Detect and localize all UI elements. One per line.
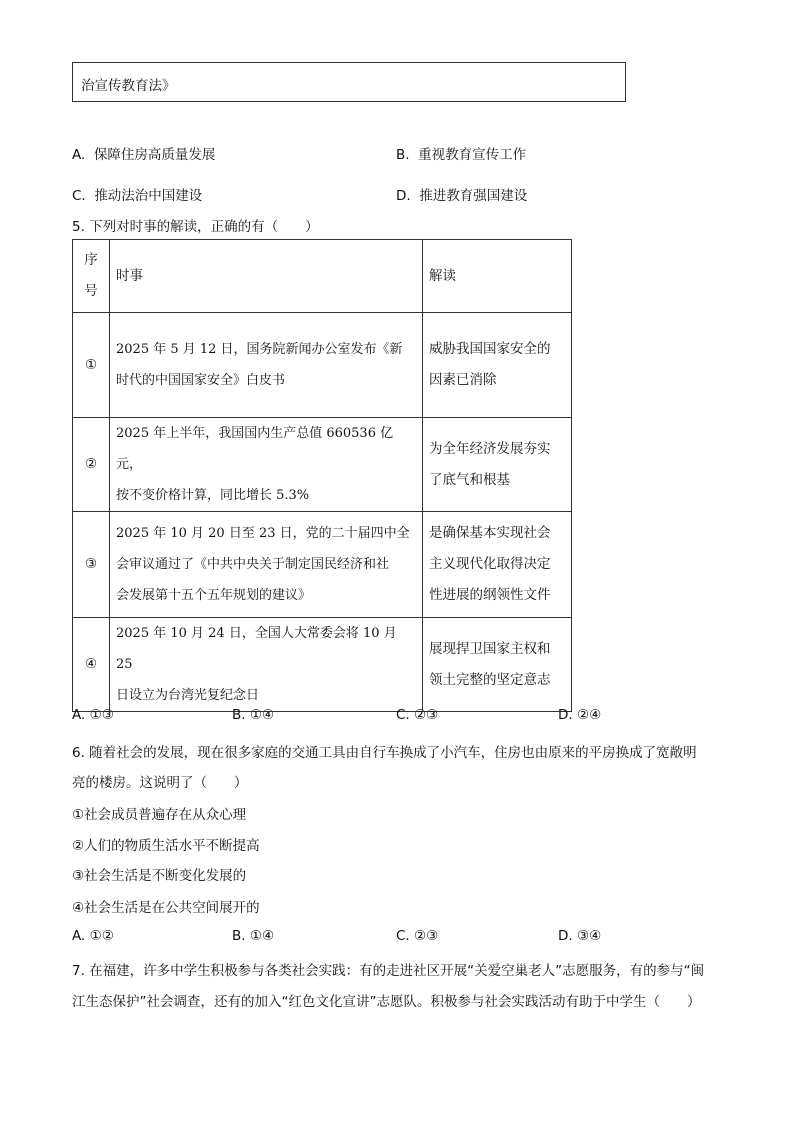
- q4-option-b[interactable]: B. 重视教育宣传工作: [396, 147, 527, 163]
- q6-stem-line2: 亮的楼房。这说明了（ ）: [72, 775, 248, 791]
- header-seq: 序 号: [73, 240, 110, 313]
- q6-statement-3: ③社会生活是不断变化发展的: [72, 868, 247, 884]
- q5-option-d[interactable]: D. ②④: [558, 707, 602, 723]
- row-num: ①: [73, 313, 110, 418]
- row-interp: 是确保基本实现社会 主义现代化取得决定 性进展的纲领性文件: [423, 512, 572, 618]
- row-event: 2025 年 10 月 24 日，全国人大常委会将 10 月 25 日设立为台湾光复纪念日: [110, 618, 423, 712]
- table-row: [73, 618, 572, 712]
- q6-stem-line1: 6. 随着社会的发展，现在很多家庭的交通工具由自行车换成了小汽车，住房也由原来的平房换成了宽敞明: [72, 745, 697, 761]
- table-row: [73, 313, 572, 418]
- q5-option-b[interactable]: B. ①④: [232, 707, 275, 723]
- header-event: 时事: [110, 240, 423, 313]
- row-interp: 为全年经济发展夯实 了底气和根基: [423, 418, 572, 512]
- row-num: ②: [73, 418, 110, 512]
- row-event: 2025 年 5 月 12 日，国务院新闻办公室发布《新 时代的中国国家安全》白皮书: [110, 313, 423, 418]
- q6-option-b[interactable]: B. ①④: [232, 928, 275, 944]
- q4-box-text: 治宣传教育法》: [81, 78, 176, 94]
- table-header-row: [73, 240, 572, 313]
- row-interp: 展现捍卫国家主权和 领土完整的坚定意志: [423, 618, 572, 712]
- q7-stem-line2: 江生态保护”社会调查，还有的加入“红色文化宣讲”志愿队。积极参与社会实践活动有助于中学生（ ）: [72, 994, 701, 1010]
- q5-option-a[interactable]: A. ①③: [72, 707, 114, 723]
- q6-statement-4: ④社会生活是在公共空间展开的: [72, 900, 260, 916]
- table-row: [73, 512, 572, 618]
- q6-statement-2: ②人们的物质生活水平不断提高: [72, 838, 260, 854]
- q6-option-a[interactable]: A. ①②: [72, 928, 114, 944]
- q7-stem-line1: 7. 在福建，许多中学生积极参与各类社会实践：有的走进社区开展“关爱空巢老人”志愿服务，有的参与“闽: [72, 963, 705, 979]
- q5-events-table: [72, 239, 572, 712]
- header-interp: 解读: [423, 240, 572, 313]
- q4-quote-box: [72, 62, 626, 102]
- q5-option-c[interactable]: C. ②③: [396, 707, 439, 723]
- q5-stem: 5. 下列对时事的解读，正确的有（ ）: [72, 219, 319, 235]
- q4-option-d[interactable]: D. 推进教育强国建设: [396, 188, 528, 204]
- q4-option-c[interactable]: C. 推动法治中国建设: [72, 188, 203, 204]
- q6-option-d[interactable]: D. ③④: [558, 928, 602, 944]
- row-num: ④: [73, 618, 110, 712]
- q4-option-a[interactable]: A. 保障住房高质量发展: [72, 147, 216, 163]
- row-event: 2025 年上半年，我国国内生产总值 660536 亿元， 按不变价格计算，同比增长 5.3%: [110, 418, 423, 512]
- q6-statement-1: ①社会成员普遍存在从众心理: [72, 807, 247, 823]
- row-interp: 威胁我国国家安全的 因素已消除: [423, 313, 572, 418]
- table-row: [73, 418, 572, 512]
- row-num: ③: [73, 512, 110, 618]
- q6-option-c[interactable]: C. ②③: [396, 928, 439, 944]
- row-event: 2025 年 10 月 20 日至 23 日，党的二十届四中全 会审议通过了《中共中央关于制定国民经济和社 会发展第十五个五年规划的建议》: [110, 512, 423, 618]
